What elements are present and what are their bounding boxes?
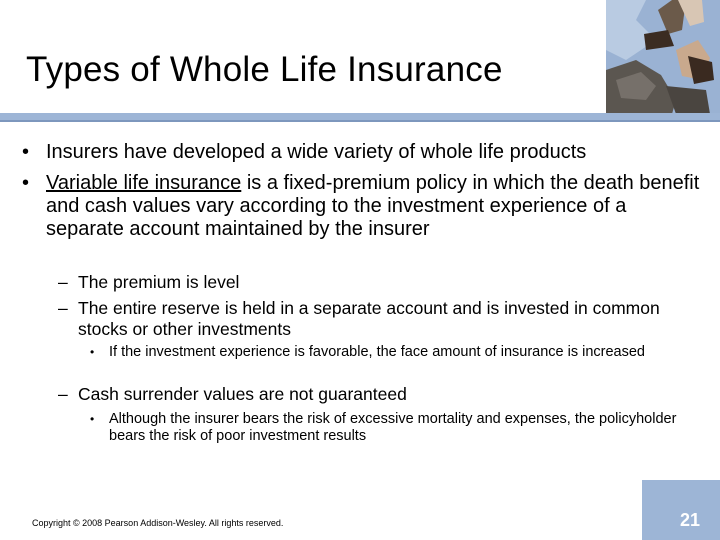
copyright-footer: Copyright © 2008 Pearson Addison-Wesley. All rights reserved. [32,518,284,528]
bullet-text [46,172,706,241]
slide-title: Types of Whole Life Insurance [26,50,503,89]
page-number: 21 [680,510,701,530]
sub-sub-bullet-text: If the investment experience is favorable, the face amount of insurance is increased [109,344,645,360]
dash-marker: – [58,272,68,292]
bullet-dot: • [90,412,95,426]
sub-bullet-text: The premium is level [78,272,240,292]
title-divider-shadow [0,120,720,122]
bullet-dot: • [22,172,30,194]
variable-life-link[interactable]: Variable life insurance [46,172,242,194]
dash-marker: – [58,384,68,404]
title-divider [0,113,720,120]
bullet-text-rest: is a fixed-premium policy in which the death benefit and cash values vary according to the investment experience of a separate account maintained by the insurer [46,172,700,240]
dash-marker: – [58,298,68,318]
climber-photo [606,0,720,114]
sub-bullet-text: The entire reserve is held in a separate account and is invested in common stocks or other investments [78,298,660,339]
sub-bullet-text: Cash surrender values are not guaranteed [78,384,407,404]
sub-sub-bullet-text: Although the insurer bears the risk of excessive mortality and expenses, the policyholder bears the risk of poor investment results [109,411,677,444]
bullet-text: Insurers have developed a wide variety of whole life products [46,141,587,163]
bullet-dot: • [22,141,30,163]
bullet-dot: • [90,345,95,359]
